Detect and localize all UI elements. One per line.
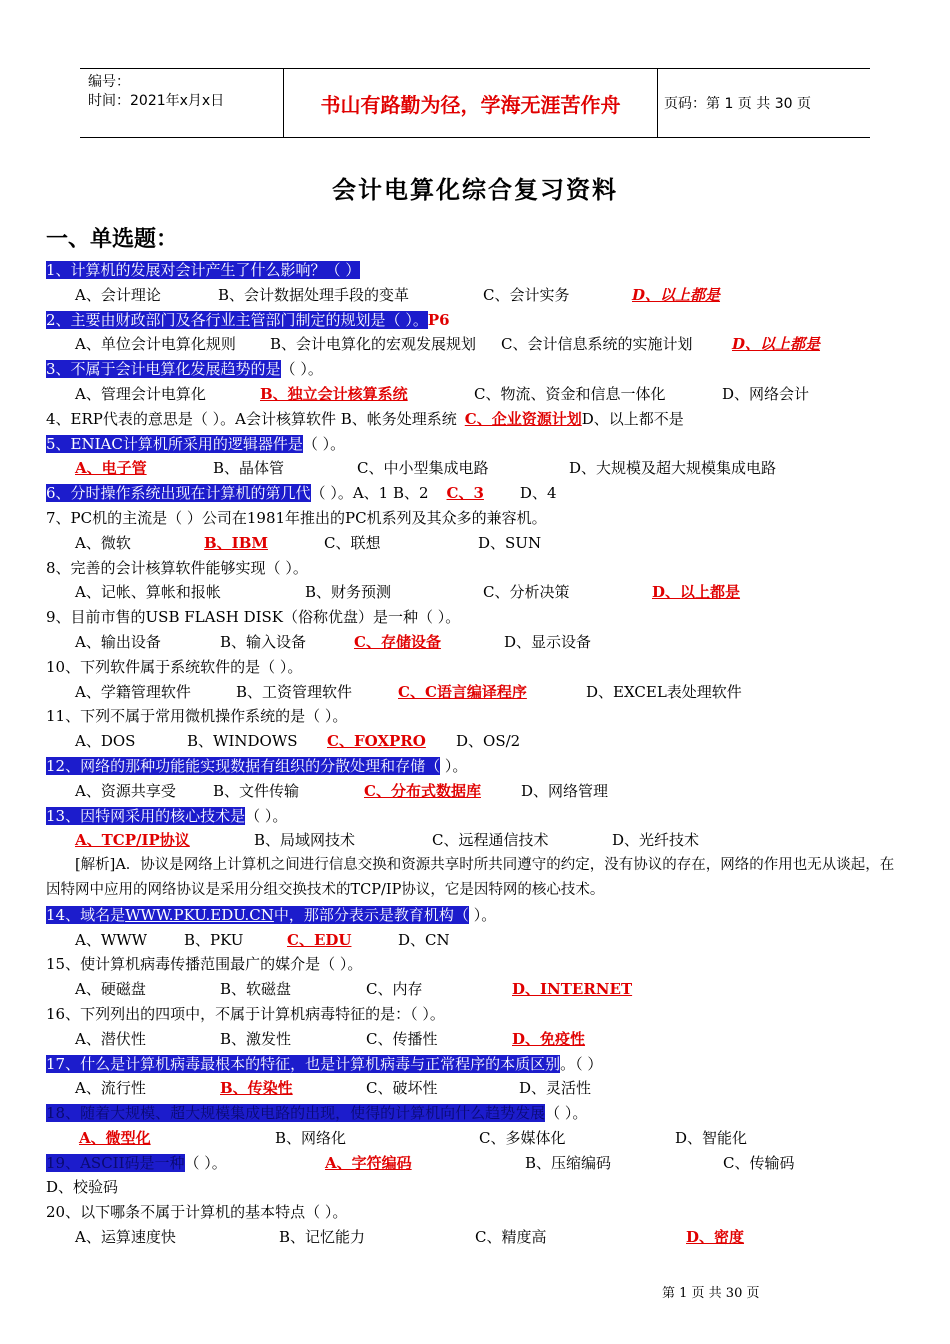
answer: C、3 [446,484,484,503]
question-12: 12、网络的那种功能能实现数据有组织的分散处理和存储（ ）。 [46,756,468,775]
option-b: B、WINDOWS [187,732,298,751]
option-a: A、硬磁盘 [75,980,146,999]
question-2 [46,308,906,333]
question-text: 1、计算机的发展对会计产生了什么影响？（ ） [46,261,361,279]
option-b: B、PKU [184,930,244,949]
answer: A、微型化 [79,1128,151,1147]
question-text: 15、使计算机病毒传播范围最广的媒介是（ ）。 [46,955,363,974]
options-14 [46,928,906,953]
option-b: B、会计数据处理手段的变革 [218,285,410,304]
question-19: 19、ASCII码是一种（ ）。 A、字符编码 B、压缩编码 C、传输码 [46,1151,906,1176]
option-a: A、潜伏性 [75,1029,146,1048]
option-b: B、输入设备 [220,632,307,651]
answer: B、IBM [204,533,268,552]
question-11 [46,704,906,729]
question-text: 19、ASCII码是一种 [46,1153,185,1172]
options-12 [46,779,906,804]
header-left [88,69,284,141]
options-16 [46,1027,906,1052]
answer: A、电子管 [75,459,147,478]
question-3: 3、不属于会计电算化发展趋势的是（ ）。 [46,360,323,379]
question-text: 10、下列软件属于系统软件的是（ ）。 [46,657,303,676]
options-19 [46,1175,906,1200]
question-text: 7、PC机的主流是（ ）公司在1981年推出的PC机系列及其众多的兼容机。 [46,508,547,527]
option-a: A、输出设备 [75,632,161,651]
question-9 [46,605,906,630]
options-1 [46,283,906,308]
option-b: B、工资管理软件 [236,682,353,701]
options-9 [46,630,906,655]
time-label: 时间：2021年x月x日 [88,93,225,109]
option-c: C、会计实务 [483,285,570,304]
option-a: A、记帐、算帐和报帐 [75,583,221,602]
page-footer: 第 1 页 共 30 页 [662,1286,760,1301]
options-7 [46,531,906,556]
option-a: A、会计理论 [75,285,161,304]
question-text: 16、下列列出的四项中，不属于计算机病毒特征的是：（ ）。 [46,1004,445,1023]
option-a: A、单位会计电算化规则 [75,335,236,354]
question-text: 17、什么是计算机病毒最根本的特征，也是计算机病毒与正常程序的本质区别 [46,1054,561,1073]
options-3 [46,382,906,407]
answer: C、分布式数据库 [364,781,481,800]
option-a: A、流行性 [75,1079,146,1098]
option-d: D、显示设备 [504,632,592,651]
question-text: 12、网络的那种功能能实现数据有组织的分散处理和存储（ [46,756,441,775]
option-b: B、财务预测 [305,583,392,602]
option-d: D、CN [398,930,450,949]
answer: C、存储设备 [354,632,441,651]
option-c: C、联想 [324,533,381,552]
question-text: 11、下列不属于常用微机操作系统的是（ ）。 [46,707,348,726]
option-c: C、物流、资金和信息一体化 [474,384,666,403]
option-a: A、DOS [75,732,136,751]
header-motto: 书山有路勤为径，学海无涯苦作舟 [283,69,658,137]
answer: D、以上都是 [632,285,721,304]
question-text: 18、随着大规模、超大规模集成电路的出现，使得的计算机向什么趋势发展 [46,1104,546,1123]
explanation: [解析]A．协议是网络上计算机之间进行信息交换和资源共享时所共同遵守的约定，没有协议的存在，网络的作用也无从谈起，在因特网中应用的网络协议是采用分组交换技术的TCP/IP协议，它是因特网的核心技术。 [46,857,895,898]
question-5: 5、ENIAC计算机所采用的逻辑器件是（ ）。 [46,434,346,453]
question-15 [46,952,906,977]
question-13: 13、因特网采用的核心技术是（ ）。 [46,806,288,825]
question-text: 20、以下哪条不属于计算机的基本特点（ ）。 [46,1203,348,1222]
question-18: 18、随着大规模、超大规模集成电路的出现，使得的计算机向什么趋势发展（ ）。 [46,1104,588,1123]
question-20 [46,1200,906,1225]
option-c: C、传输码 [723,1153,795,1172]
option-d: D、以上都不是 [581,409,684,428]
option-b: B、网络化 [275,1128,347,1147]
option-d: D、光纤技术 [612,831,700,850]
question-17: 17、什么是计算机病毒最根本的特征，也是计算机病毒与正常程序的本质区别。（ ） [46,1054,603,1073]
option-c: C、内存 [366,980,423,999]
option-c: C、精度高 [475,1228,547,1247]
option-b: B、记忆能力 [279,1228,366,1247]
option-c: C、会计信息系统的实施计划 [501,335,693,354]
question-text: 14、域名是 [46,905,126,924]
option-d: D、EXCEL表处理软件 [586,682,742,701]
question-list [46,258,906,1250]
question-text: 13、因特网采用的核心技术是 [46,806,246,825]
answer: D、密度 [686,1228,745,1247]
option-b: B、文件传输 [213,781,300,800]
question-14: 14、域名是WWW.PKU.EDU.CN中，那部分表示是教育机构（ ）。 [46,905,497,924]
option-a: A、资源共享受 [75,781,176,800]
question-text: 2、主要由财政部门及各行业主管部门制定的规划是（ ）。 [46,310,428,329]
options-15 [46,977,906,1002]
question-8 [46,556,906,581]
option-b: B、晶体管 [213,459,285,478]
option-b: B、压缩编码 [525,1153,612,1172]
option-a: A、WWW [75,930,148,949]
option-d: D、灵活性 [519,1079,592,1098]
options-8 [46,580,906,605]
option-d: D、4 [519,484,557,503]
section-heading: 一、单选题： [46,227,179,252]
answer: D、免疫性 [512,1029,586,1048]
option-d: D、OS/2 [456,732,521,751]
answer: C、FOXPRO [327,732,426,751]
page-header [80,68,870,138]
options-13 [46,828,906,853]
answer: B、独立会计核算系统 [260,384,408,403]
option-c: C、传播性 [366,1029,438,1048]
question-text: 9、目前市售的USB FLASH DISK（俗称优盘）是一种（ ）。 [46,608,461,627]
question-4 [46,407,906,432]
options-17 [46,1076,906,1101]
option-d: D、智能化 [675,1128,748,1147]
answer: A、字符编码 [325,1153,412,1172]
option-b: B、局域网技术 [254,831,356,850]
option-c: C、多媒体化 [479,1128,566,1147]
answer: D、以上都是 [652,583,741,602]
option-b: B、会计电算化的宏观发展规划 [270,335,477,354]
answer: C、EDU [287,930,352,949]
options-11 [46,729,906,754]
number-label: 编号： [88,74,130,90]
question-7 [46,506,906,531]
option-c: C、远程通信技术 [432,831,549,850]
options-10 [46,680,906,705]
option-b: B、激发性 [220,1029,292,1048]
question-1 [46,258,906,283]
option-c: C、中小型集成电路 [357,459,489,478]
options-20 [46,1225,906,1250]
options-5 [46,456,906,481]
question-text: 8、完善的会计核算软件能够实现（ ）。 [46,558,308,577]
question-text: 6、分时操作系统出现在计算机的第几代 [46,484,311,503]
options-18 [46,1126,906,1151]
option-a: A、管理会计电算化 [75,384,206,403]
option-c: C、分析决策 [483,583,570,602]
page-ref: P6 [427,310,450,329]
document-title: 会计电算化综合复习资料 [332,176,618,204]
answer: D、INTERNET [512,980,633,999]
question-text: 4、ERP代表的意思是（ ）。A会计核算软件 B、帐务处理系统 [46,409,457,428]
option-a: A、运算速度快 [75,1228,176,1247]
option-a: A、学籍管理软件 [75,682,191,701]
answer: A、TCP/IP协议 [75,831,190,850]
answer: D、以上都是 [732,335,821,354]
domain-link[interactable]: WWW.PKU.EDU.CN [125,905,274,924]
option-a: A、微软 [75,533,131,552]
option-c: C、破坏性 [366,1079,438,1098]
answer: C、企业资源计划 [464,409,582,428]
answer: B、传染性 [220,1079,293,1098]
question-text: 3、不属于会计电算化发展趋势的是 [46,360,281,379]
question-10 [46,655,906,680]
option-b: B、软磁盘 [220,980,292,999]
question-16 [46,1002,906,1027]
option-d: D、校验码 [46,1178,119,1197]
options-2 [46,332,906,357]
option-d: D、网络会计 [722,384,810,403]
option-d: D、大规模及超大规模集成电路 [569,459,777,478]
header-page-info: 页码：第 1 页 共 30 页 [664,96,811,112]
option-d: D、SUN [478,533,542,552]
option-d: D、网络管理 [521,781,609,800]
answer: C、C语言编译程序 [398,682,527,701]
question-6: 6、分时操作系统出现在计算机的第几代（ ）。A、1 B、2 C、3 D、4 [46,484,557,503]
question-text: 5、ENIAC [46,434,123,453]
